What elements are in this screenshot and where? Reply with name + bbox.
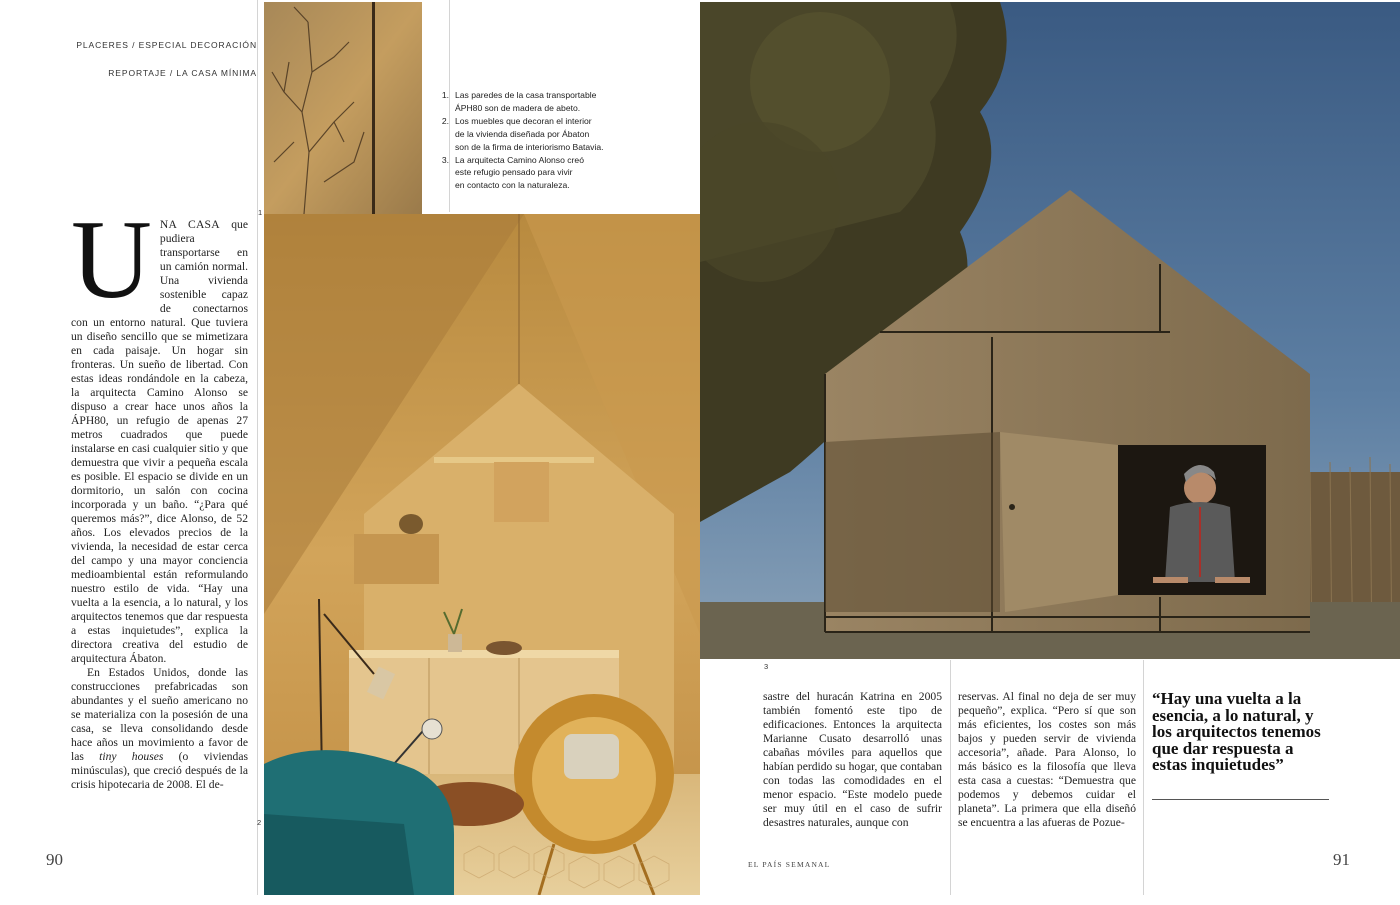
caption-number: 3. — [441, 154, 449, 165]
photo-number-1: 1 — [258, 208, 263, 217]
column-divider — [257, 0, 258, 895]
section-sublabel: REPORTAJE / LA CASA MÍNIMA — [108, 68, 257, 78]
italic-term: tiny houses — [99, 750, 164, 763]
caption-item — [432, 115, 642, 154]
photo-wood-wall — [264, 2, 422, 214]
page-number-right: 91 — [1333, 850, 1350, 869]
article-column-3 — [958, 690, 1136, 830]
paragraph-text: (o viviendas minúsculas), que creció después de la crisis hipotecaria de 2008. El de- — [71, 750, 249, 791]
photo-number-3: 3 — [764, 662, 769, 671]
caption-number: 2. — [441, 115, 449, 126]
photo-number-2: 2 — [257, 818, 262, 827]
caption-text: La arquitecta Camino Alonso creó este refugio pensado para vivir en contacto con la naturaleza. — [455, 154, 584, 191]
pull-quote-rule — [1152, 799, 1329, 800]
paragraph-text: En Estados Unidos, donde las construcciones prefabricadas son abundantes y el sueño americano no se materializa con la posesión de una casa, se lleva consolidando desde hace años un movimiento a favor de las — [71, 666, 248, 763]
caption-text: Los muebles que decoran el interior de la vivienda diseñada por Ábaton son de la firma de interiorismo Batavia. — [455, 115, 604, 152]
paragraph-text: que pudiera transportarse en un camión normal. Una vivienda sostenible capaz de conectarnos con un entorno natural. Que tuviera un diseño sencillo que se mimetizara en cada paisaje. Un hogar sin fronteras. Un sueño de libertad. Con estas ideas rondándole en la cabeza, la arquitecta Camino Alonso se dispuso a crear hace unos años la ÁPH80, un refugio de apenas 27 metros cuadrados que puede instalarse en casi cualquier sitio y que demuestra que vivir a pequeña escala es posible. El espacio se divide en un dormitorio, un salón con cocina incorporada y un baño. “¿Para qué queremos más?”, dice Alonso, de 52 años. Los elevados precios de la vivienda, la necesidad de estar cerca del campo y una mayor conciencia medioambiental están reformulando nuestro estilo de vida. “Hay una vuelta a la esencia, a lo natural, y los arquitectos tenemos que dar respuesta a estas inquietudes”, explica la directora creativa del estudio de arquitectura Ábaton. — [71, 218, 248, 665]
column-divider — [1143, 660, 1144, 895]
column-divider — [950, 660, 951, 895]
drop-cap: U — [71, 198, 152, 322]
article-column-2 — [763, 690, 942, 830]
photo-captions — [432, 89, 642, 192]
photo-house-exterior — [700, 2, 1400, 659]
pull-quote: “Hay una vuelta a la esencia, a lo natural, y los arquitectos tenemos que dar respuesta a estas inquietudes” — [1152, 689, 1321, 774]
caption-item — [432, 89, 642, 115]
caption-text: Las paredes de la casa transportable ÁPH80 son de madera de abeto. — [455, 90, 597, 113]
section-label: PLACERES / ESPECIAL DECORACIÓN — [76, 40, 257, 50]
lead-in-caps: NA CASA — [159, 218, 220, 231]
paragraph-text: sastre del huracán Katrina en 2005 también fomentó este tipo de edificaciones. Entonces la arquitecta Marianne Cusato desarrolló unas cabañas móviles para aquellos que habían perdido su hogar, que contaban con todas las comodidades en el menor espacio. “Este modelo puede ser muy útil en el caso de sufrir desastres naturales, aunque con — [763, 690, 942, 829]
magazine-name: EL PAÍS SEMANAL — [748, 860, 831, 869]
paragraph-text: reservas. Al final no deja de ser muy pequeño”, explica. “Pero sí que son más eficientes, los costes son más bajos y pueden servir de vivienda accesoria”, añade. Para Alonso, lo más básico es la filosofía que lleva esta casa a cuestas: “Demuestra que podemos y debemos cuidar el planeta”. La primera que ella diseñó se encuentra a las afueras de Pozue- — [958, 690, 1136, 829]
photo-interior — [264, 214, 700, 895]
page-number-left: 90 — [46, 850, 63, 869]
caption-item — [432, 154, 642, 193]
caption-number: 1. — [441, 90, 449, 100]
article-column-1 — [71, 198, 249, 792]
